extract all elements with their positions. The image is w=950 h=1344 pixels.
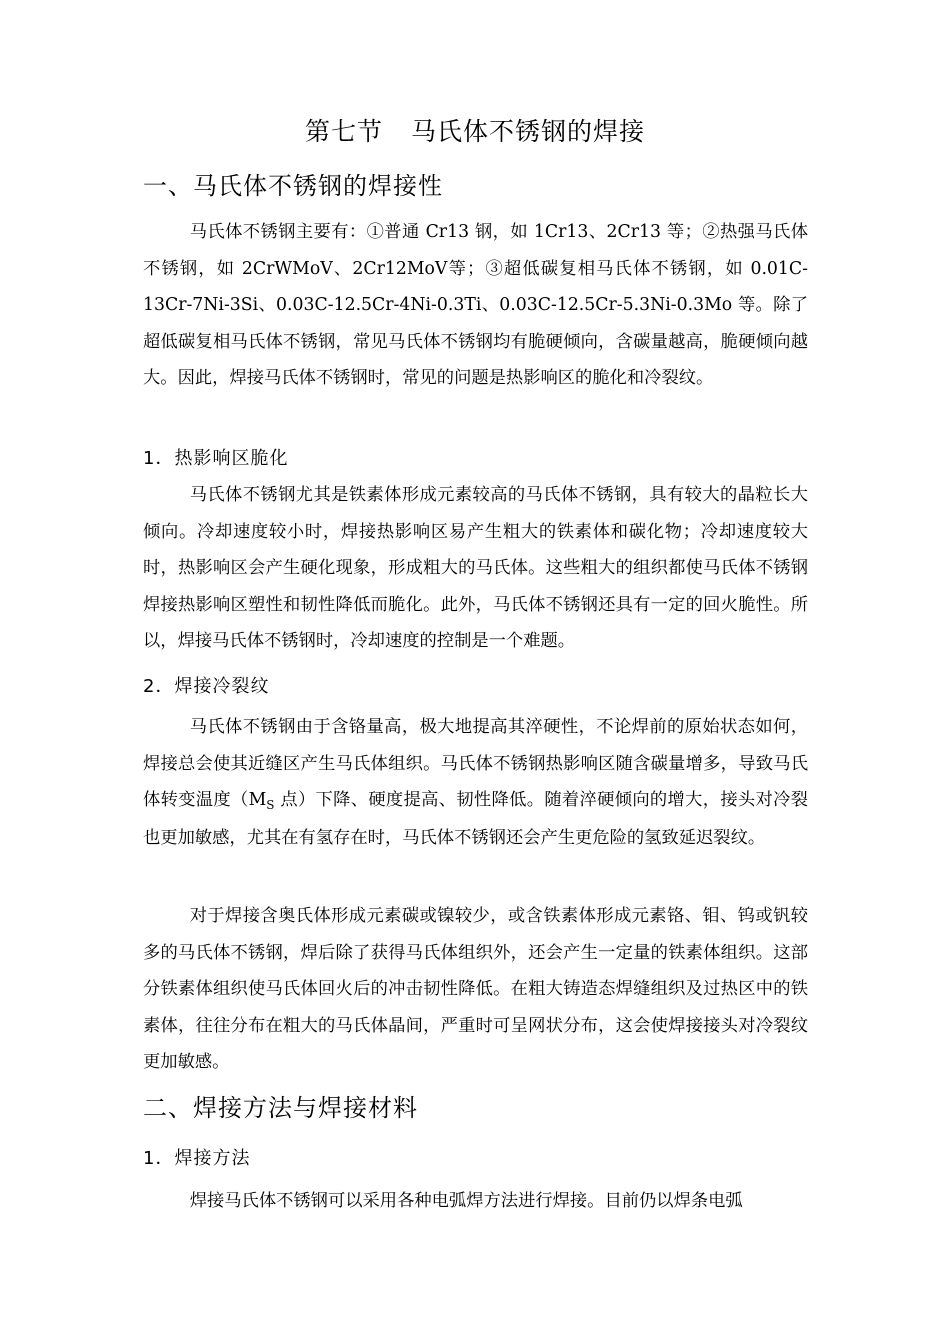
paragraph-cold-cracking: [143, 709, 808, 856]
paragraph-intro: 马氏体不锈钢主要有：①普通 Cr13 钢，如 1Cr13、2Cr13 等；②热强马氏体不锈钢，如 2CrWMoV、2Cr12MoV等；③超低碳复相马氏体不锈钢，如 0.01C-13Cr-7Ni-3Si、0.03C-12.5Cr-4Ni-0.3Ti、0.03C-12.5Cr-5.3Ni-0.3Mo 等。除了超低碳复相马氏体不锈钢，常见马氏体不锈钢均有脆硬倾向，含碳量越高，脆硬倾向越大。因此，焊接马氏体不锈钢时，常见的问题是热影响区的脆化和冷裂纹。: [143, 222, 808, 389]
cold-cracking-text-b: 点）下降、硬度提高、韧性降低。随着淬硬倾向的增大，接头对冷裂也更加敏感，尤其在有氢存在时，马氏体不锈钢还会产生更危险的氢致延迟裂纹。: [143, 790, 808, 848]
subheading-cold-cracking: 2．焊接冷裂纹: [143, 676, 270, 697]
paragraph-ferrite: 对于焊接含奥氏体形成元素碳或镍较少，或含铁素体形成元素铬、钼、钨或钒较多的马氏体不锈钢，焊后除了获得马氏体组织外，还会产生一定量的铁素体组织。这部分铁素体组织使马氏体回火后的冲击韧性降低。在粗大铸造态焊缝组织及过热区中的铁素体，往往分布在粗大的马氏体晶间，严重时可呈网状分布，这会使焊接接头对冷裂纹更加敏感。: [143, 906, 808, 1073]
heading-welding-methods-materials: 二、焊接方法与焊接材料: [143, 1094, 418, 1122]
heading-weldability: 一、马氏体不锈钢的焊接性: [143, 172, 443, 200]
section-title: [0, 112, 950, 148]
cold-cracking-text-a: 马氏体不锈钢由于含铬量高，极大地提高其淬硬性，不论焊前的原始状态如何，焊接总会使其近缝区产生马氏体组织。马氏体不锈钢热影响区随含碳量增多，导致马氏体转变温度（M: [143, 717, 808, 811]
paragraph-haz-embrittlement: 马氏体不锈钢尤其是铁素体形成元素较高的马氏体不锈钢，具有较大的晶粒长大倾向。冷却速度较小时，焊接热影响区易产生粗大的铁素体和碳化物；冷却速度较大时，热影响区会产生硬化现象，形成粗大的马氏体。这些粗大的组织都使马氏体不锈钢焊接热影响区塑性和韧性降低而脆化。此外，马氏体不锈钢还具有一定的回火脆性。所以，焊接马氏体不锈钢时，冷却速度的控制是一个难题。: [143, 485, 808, 652]
paragraph-welding-methods: 焊接马氏体不锈钢可以采用各种电弧焊方法进行焊接。目前仍以焊条电弧: [189, 1191, 743, 1211]
subheading-welding-methods: 1．焊接方法: [143, 1148, 251, 1169]
section-number: 第七节: [304, 117, 383, 146]
section-name: 马氏体不锈钢的焊接: [411, 117, 646, 146]
ms-subscript: S: [266, 798, 275, 813]
subheading-haz-embrittlement: 1．热影响区脆化: [143, 448, 289, 469]
